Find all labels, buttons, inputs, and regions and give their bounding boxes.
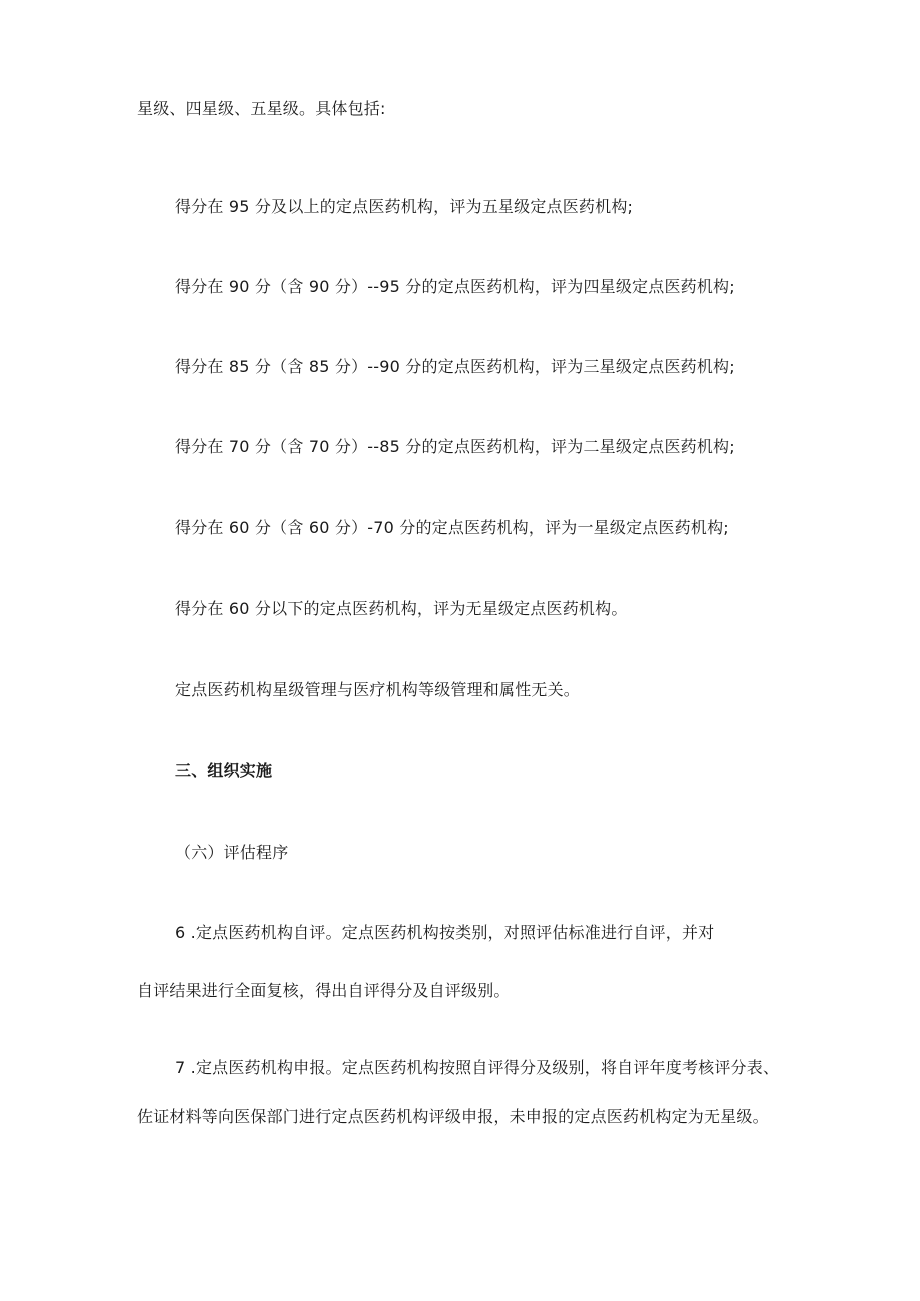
note-text: 定点医药机构星级管理与医疗机构等级管理和属性无关。 bbox=[175, 680, 581, 699]
subsection-heading: （六）评估程序 bbox=[175, 843, 289, 862]
item-7-line-2: 佐证材料等向医保部门进行定点医药机构评级申报，未申报的定点医药机构定为无星级。 bbox=[137, 1107, 769, 1126]
rating-rule-four-star: 得分在 90 分（含 90 分）--95 分的定点医药机构，评为四星级定点医药机构; bbox=[175, 277, 735, 296]
intro-tail-text: 星级、四星级、五星级。具体包括: bbox=[137, 99, 386, 118]
rating-rule-no-star: 得分在 60 分以下的定点医药机构，评为无星级定点医药机构。 bbox=[175, 599, 628, 618]
rating-rule-three-star: 得分在 85 分（含 85 分）--90 分的定点医药机构，评为三星级定点医药机构; bbox=[175, 357, 735, 376]
section-heading: 三、组织实施 bbox=[175, 761, 273, 780]
item-6-line-1: 6 .定点医药机构自评。定点医药机构按类别，对照评估标准进行自评，并对 bbox=[175, 923, 715, 942]
rating-rule-one-star: 得分在 60 分（含 60 分）-70 分的定点医药机构，评为一星级定点医药机构; bbox=[175, 518, 729, 537]
rating-rule-two-star: 得分在 70 分（含 70 分）--85 分的定点医药机构，评为二星级定点医药机构; bbox=[175, 437, 735, 456]
item-6-line-2: 自评结果进行全面复核，得出自评得分及自评级别。 bbox=[137, 981, 510, 1000]
item-7-line-1: 7 .定点医药机构申报。定点医药机构按照自评得分及级别，将自评年度考核评分表、 bbox=[175, 1058, 780, 1077]
rating-rule-five-star: 得分在 95 分及以上的定点医药机构，评为五星级定点医药机构; bbox=[175, 197, 634, 216]
